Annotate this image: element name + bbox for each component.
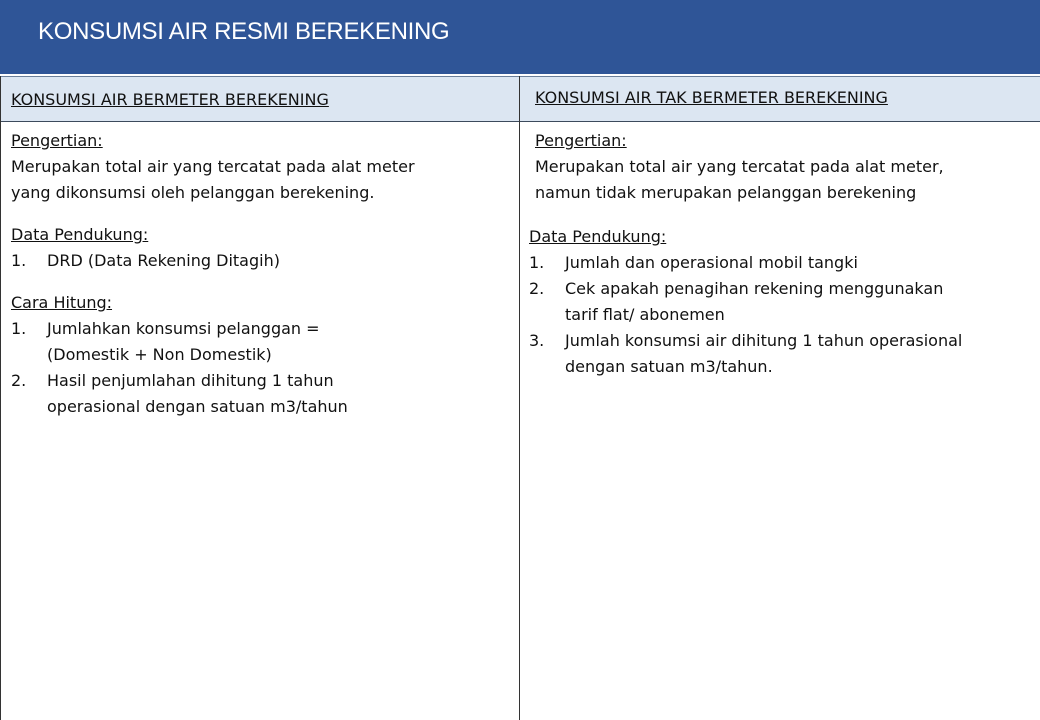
list-item-text: (Domestik + Non Domestik) xyxy=(47,345,272,364)
right-pengertian-section xyxy=(535,128,944,206)
left-cara-hitung-list xyxy=(11,316,348,420)
left-pengertian-line: yang dikonsumsi oleh pelanggan berekening. xyxy=(11,183,375,202)
left-cara-hitung-section xyxy=(11,290,348,420)
left-pengertian-section xyxy=(11,128,415,206)
list-item xyxy=(11,368,348,420)
list-item-text: dengan satuan m3/tahun. xyxy=(565,357,773,376)
right-pengertian-line: Merupakan total air yang tercatat pada alat meter, xyxy=(535,157,944,176)
list-number: 3. xyxy=(529,331,545,350)
slide-title: KONSUMSI AIR RESMI BEREKENING xyxy=(38,18,450,45)
title-bar xyxy=(0,0,1040,74)
list-item-text: Hasil penjumlahan dihitung 1 tahun xyxy=(47,371,334,390)
list-item xyxy=(11,248,280,274)
list-number: 2. xyxy=(11,371,27,390)
left-pengertian-heading: Pengertian: xyxy=(11,131,103,150)
list-item xyxy=(529,328,962,380)
table-left-border xyxy=(0,76,1,720)
right-data-pendukung-heading: Data Pendukung: xyxy=(529,227,667,246)
right-pengertian-line: namun tidak merupakan pelanggan berekening xyxy=(535,183,917,202)
left-data-pendukung-heading: Data Pendukung: xyxy=(11,225,149,244)
right-pengertian-heading: Pengertian: xyxy=(535,131,627,150)
list-number: 1. xyxy=(11,251,27,270)
list-item-text: Jumlahkan konsumsi pelanggan = xyxy=(47,319,320,338)
right-data-pendukung-list xyxy=(529,250,962,380)
list-number: 1. xyxy=(11,319,27,338)
list-item-text: Cek apakah penagihan rekening menggunakan xyxy=(565,279,944,298)
list-number: 2. xyxy=(529,279,545,298)
list-item xyxy=(11,316,348,368)
list-item-text: Jumlah dan operasional mobil tangki xyxy=(565,253,858,272)
right-column-header: KONSUMSI AIR TAK BERMETER BEREKENING xyxy=(535,88,888,107)
list-item-text: Jumlah konsumsi air dihitung 1 tahun operasional xyxy=(565,331,963,350)
list-item xyxy=(529,250,962,276)
left-data-pendukung-section xyxy=(11,222,280,274)
list-item-text: DRD (Data Rekening Ditagih) xyxy=(47,251,280,270)
left-cara-hitung-heading: Cara Hitung: xyxy=(11,293,113,312)
list-item-text: operasional dengan satuan m3/tahun xyxy=(47,397,348,416)
right-data-pendukung-section xyxy=(529,224,962,380)
left-column-header: KONSUMSI AIR BERMETER BEREKENING xyxy=(11,90,329,109)
column-divider xyxy=(519,76,520,720)
left-data-pendukung-list xyxy=(11,248,280,274)
left-pengertian-line: Merupakan total air yang tercatat pada alat meter xyxy=(11,157,415,176)
list-item xyxy=(529,276,962,328)
list-number: 1. xyxy=(529,253,545,272)
list-item-text: tarif flat/ abonemen xyxy=(565,305,725,324)
